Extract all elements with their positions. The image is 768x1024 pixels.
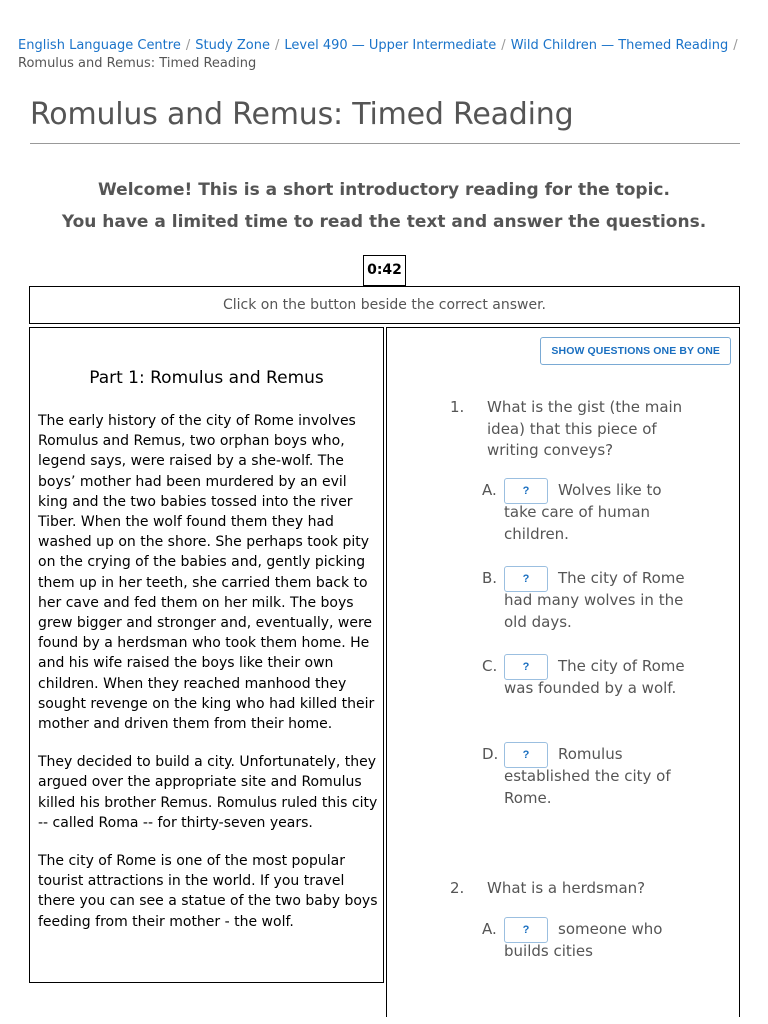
reading-paragraph: The early history of the city of Rome involves Romulus and Remus, two orphan boys who, legend says, were raised by a she-wolf. The boys’ mother had been murdered by an evil king and the two babies tossed into the river Tiber. When the wolf found them they had washed up on the shore. She perhaps took pity on the crying of the babies and, gently picking them up in her teeth, she carried them back to her cave and fed them on her milk. The boys grew bigger and stronger and, eventually, were found by a herdsman who took them home. He and his wife raised the boys like their own children. When they reached manhood they sought revenge on the king who had killed their mother and driven them from their home.	[38, 413, 375, 733]
questions-panel	[386, 327, 740, 1017]
intro-line-1: Welcome! This is a short introductory reading for the topic.	[98, 180, 670, 200]
answer-button-q1-a[interactable]: ?	[504, 478, 548, 504]
show-questions-one-by-one-button[interactable]: SHOW QUESTIONS ONE BY ONE	[540, 337, 731, 365]
option-text: The city of Rome was founded by a wolf.	[504, 657, 685, 697]
reading-paragraph: They decided to build a city. Unfortunately, they argued over the appropriate site and Romulus killed his brother Remus. Romulus ruled this city -- called Roma -- for thirty-seven years.	[38, 754, 378, 831]
breadcrumb-link-level[interactable]: Level 490 — Upper Intermediate	[284, 38, 497, 53]
option-text: Wolves like to take care of human children.	[504, 481, 662, 543]
page-title: Romulus and Remus: Timed Reading	[30, 97, 574, 132]
breadcrumb-link-elc[interactable]: English Language Centre	[18, 38, 181, 53]
breadcrumb-separator: /	[275, 38, 280, 53]
title-divider	[30, 143, 740, 144]
answer-button-q1-c[interactable]: ?	[504, 654, 548, 680]
breadcrumb-separator: /	[185, 38, 191, 53]
option-text: someone who builds cities	[504, 920, 663, 960]
breadcrumb-link-study-zone[interactable]: Study Zone	[195, 38, 270, 53]
answer-button-q1-d[interactable]: ?	[504, 742, 548, 768]
breadcrumb-separator: /	[501, 38, 506, 53]
reading-paragraph: The city of Rome is one of the most popular tourist attractions in the world. If you travel there you can see a statue of the two baby boys feeding from their mother - the wolf.	[38, 853, 378, 930]
question-text: What is the gist (the main idea) that this piece of writing conveys?	[487, 398, 683, 459]
option-letter: C.	[482, 657, 498, 675]
answer-button-q2-a[interactable]: ?	[504, 917, 548, 943]
breadcrumb-link-wild-children[interactable]: Wild Children — Themed Reading	[510, 38, 729, 53]
option-letter: A.	[482, 920, 497, 938]
reading-text	[38, 411, 378, 950]
reading-heading: Part 1: Romulus and Remus	[89, 368, 324, 388]
option-letter: A.	[482, 481, 497, 499]
intro-line-2: You have a limited time to read the text and answer the questions.	[61, 212, 707, 232]
answer-button-q1-b[interactable]: ?	[504, 566, 548, 592]
breadcrumb	[18, 37, 754, 73]
instruction-bar: Click on the button beside the correct answer.	[29, 286, 740, 324]
option-text: Romulus established the city of Rome.	[504, 745, 671, 807]
question-number: 2.	[450, 879, 465, 897]
option-letter: B.	[482, 569, 498, 587]
breadcrumb-current: Romulus and Remus: Timed Reading	[18, 56, 257, 71]
countdown-timer: 0:42	[363, 255, 406, 286]
reading-panel	[29, 327, 384, 983]
option-letter: D.	[482, 745, 499, 763]
breadcrumb-separator: /	[733, 38, 738, 53]
question-text: What is a herdsman?	[487, 879, 646, 897]
question-number: 1.	[450, 398, 465, 416]
option-text: The city of Rome had many wolves in the old days.	[504, 569, 685, 631]
